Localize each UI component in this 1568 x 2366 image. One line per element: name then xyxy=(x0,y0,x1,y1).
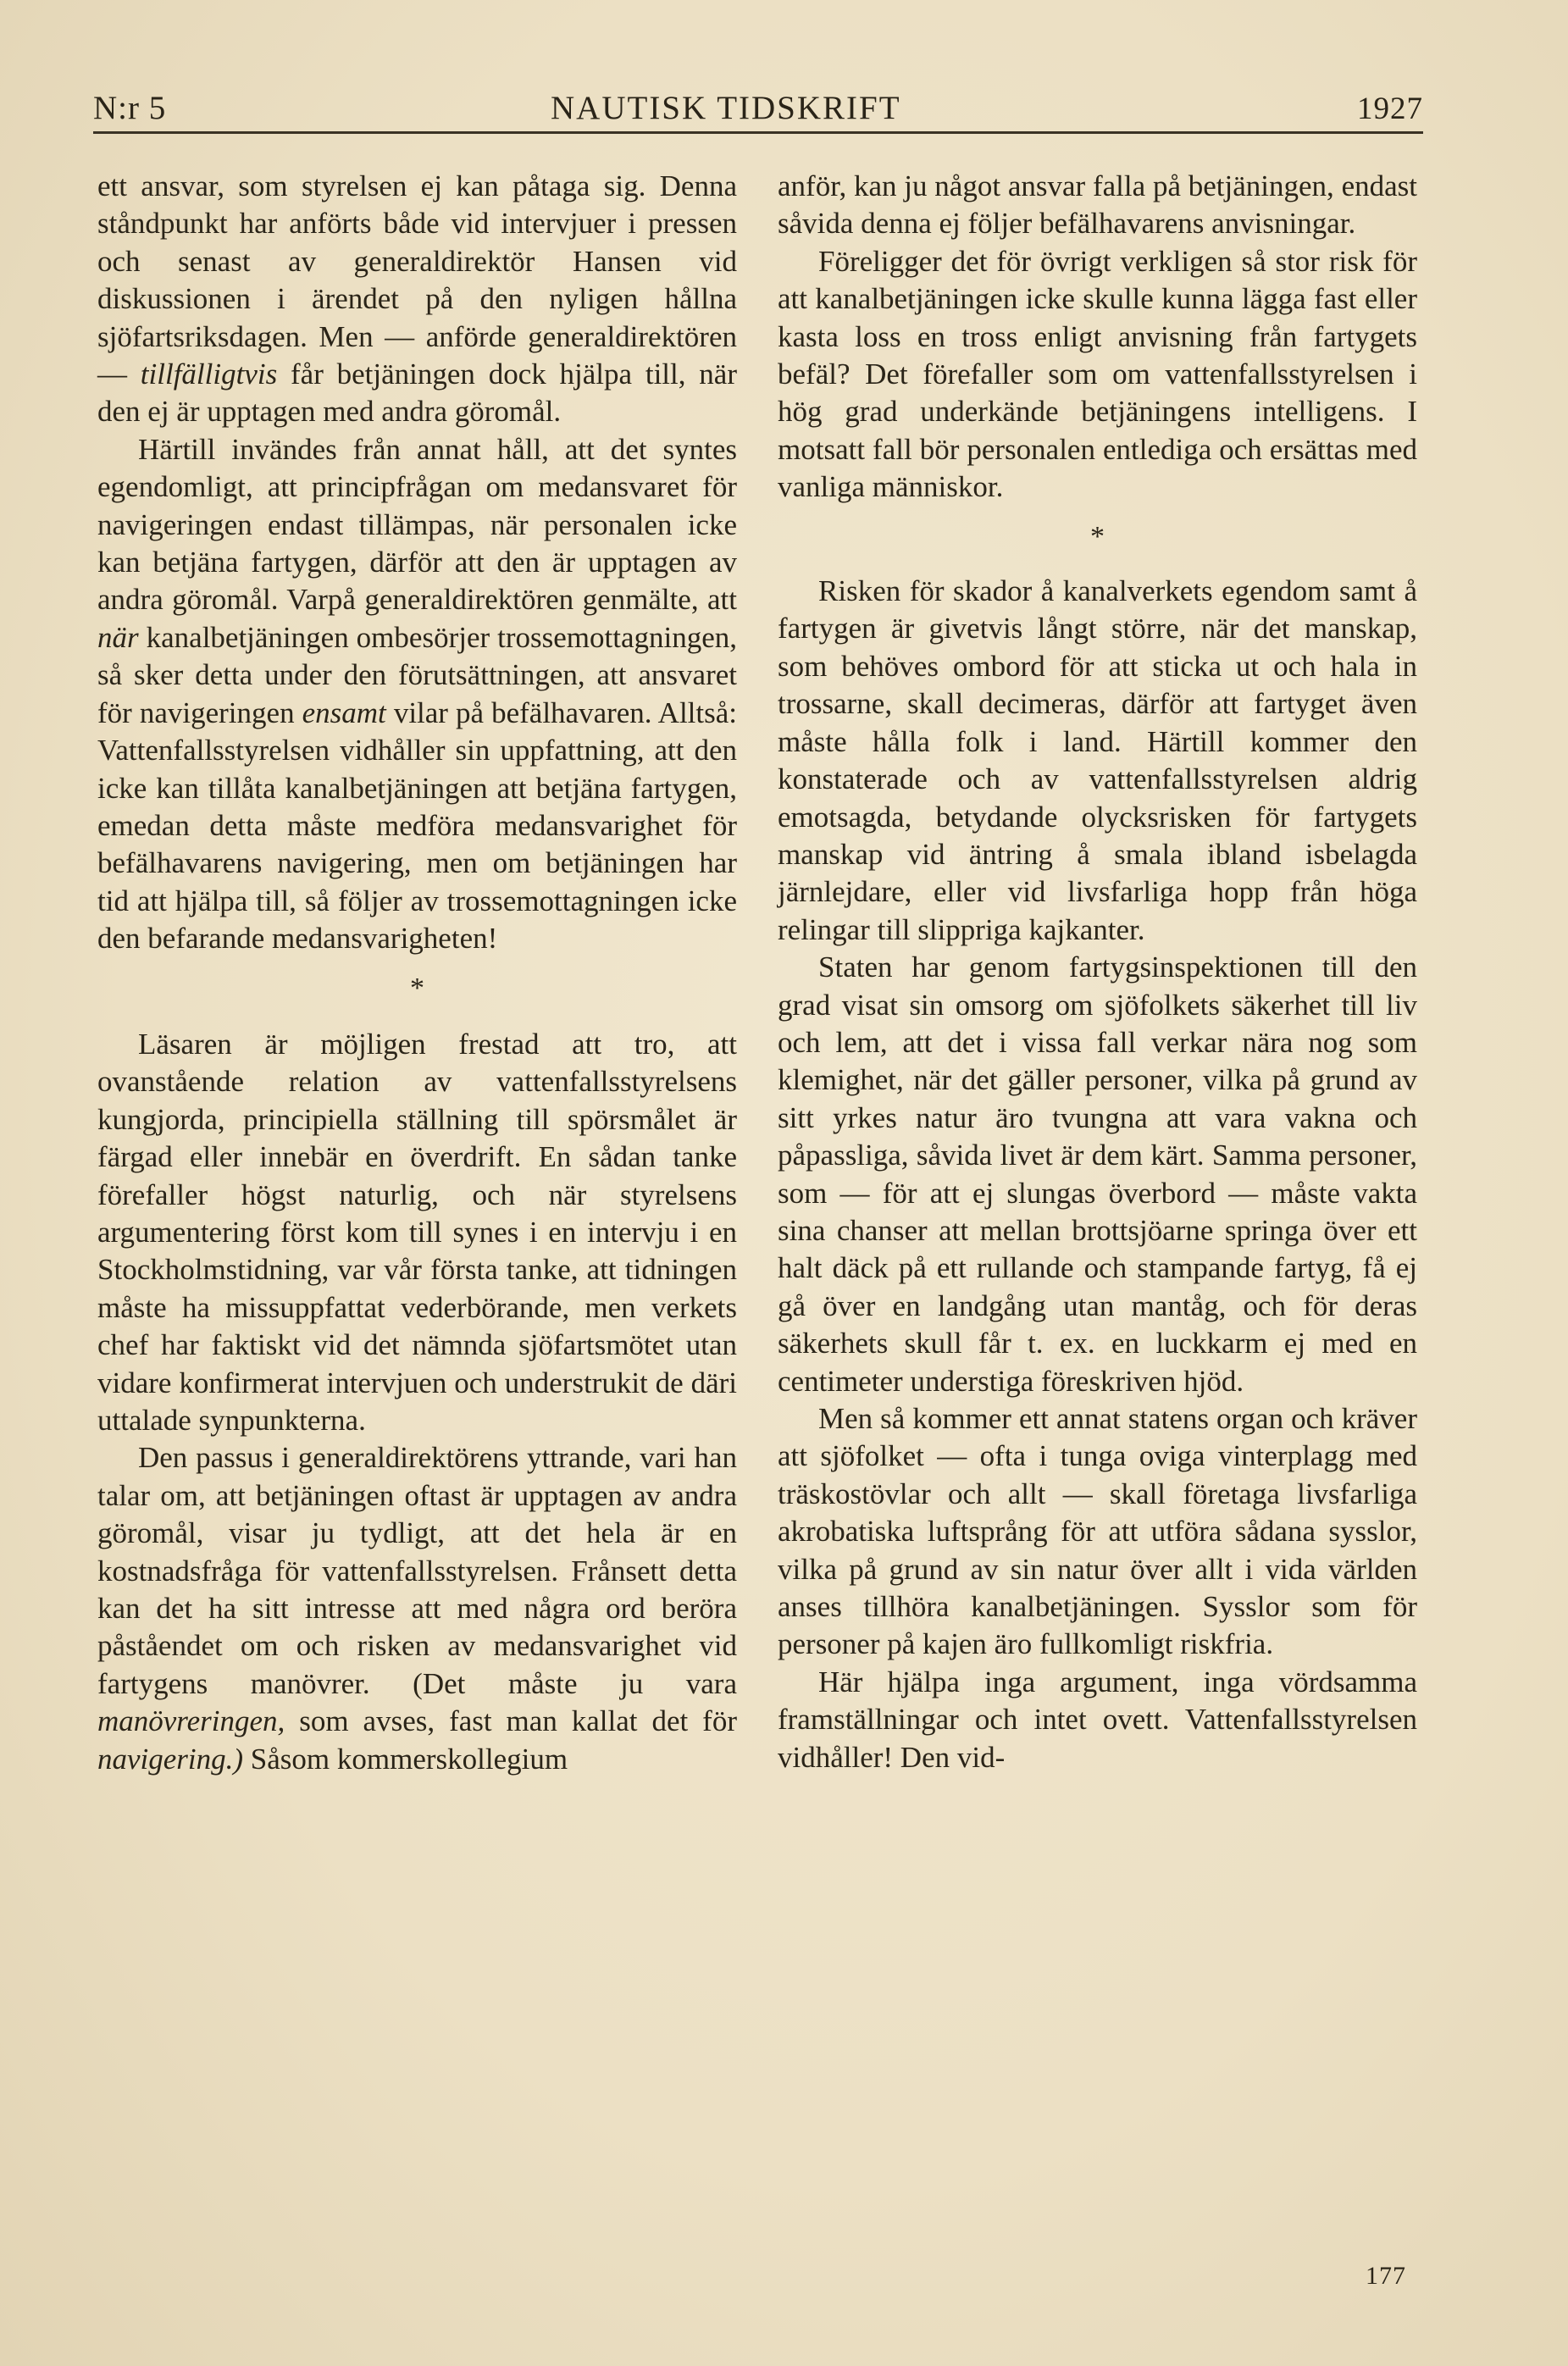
italic-text: manövreringen, xyxy=(97,1704,285,1738)
italic-text: när xyxy=(97,620,139,654)
issue-number: N:r 5 xyxy=(93,90,167,126)
left-column xyxy=(97,168,737,1778)
section-divider-asterisk: * xyxy=(410,972,424,1004)
year: 1927 xyxy=(1357,91,1423,126)
section-divider-asterisk: * xyxy=(1090,520,1105,552)
text-run: som avses, fast man kallat det för xyxy=(285,1704,737,1738)
italic-text: ensamt xyxy=(302,695,386,729)
paragraph xyxy=(97,168,737,431)
paragraph xyxy=(97,1439,737,1778)
text-run: vilar på befälhavaren. Alltså: Vattenfallsstyrelsen vidhåller sin uppfattning, att den icke kan tillåta kanalbetjäningen att betjäna fartygen, emedan detta måste medföra medansvarighet för befälhavarens navigering, men om betjäningen har tid att hjälpa till, så följer av trossemottagningen icke den befarande medansvarigheten! xyxy=(97,695,737,956)
text-run: ett ansvar, som styrelsen ej kan påtaga sig. Denna ståndpunkt har anförts både vid intervjuer i pressen och senast av generaldirektör Hansen vid diskussionen i ärendet på den nyligen hållna sjöfartsriksdagen. Men — anförde generaldirektören — xyxy=(97,169,737,391)
right-column xyxy=(778,168,1417,1776)
paragraph: anför, kan ju något ansvar falla på betjäningen, endast såvida denna ej följer befälhavarens anvisningar. xyxy=(778,169,1417,241)
journal-title: NAUTISK TIDSKRIFT xyxy=(551,90,901,126)
paragraph: Men så kommer ett annat statens organ och kräver att sjöfolket — ofta i tunga oviga vinterplagg med träskostövlar och allt — skall företaga livsfarliga akrobatiska luftsprång för att utföra sådana sysslor, vilka på grund av sin natur över allt i vida världen anses tillhöra kanalbetjäningen. Sysslor som för personer på kajen äro fullkomligt riskfria. xyxy=(778,1402,1417,1661)
paragraph: Risken för skador å kanalverkets egendom samt å fartygen är givetvis långt större, när det manskap, som behöves ombord för att sticka ut och hala in trossarne, skall decimeras, därför att fartyget även måste hålla folk i land. Härtill kommer den konstaterade och av vattenfallsstyrelsen aldrig emotsagda, betydande olycksrisken för fartygets manskap vid äntring å smala ibland isbelagda järnlejdare, eller vid livsfarliga hopp från höga relingar till slippriga kajkanter. xyxy=(778,574,1417,946)
text-run: Den passus i generaldirektörens yttrande, vari han talar om, att betjäningen oftast är upptagen av andra göromål, visar ju tydligt, att det hela är en kostnadsfråga för vattenfallsstyrelsen. Frånsett detta kan det ha sitt intresse att med några ord beröra påståendet om och risken av medansvarighet vid fartygens manövrer. (Det måste ju vara xyxy=(97,1441,737,1700)
running-header xyxy=(93,80,1423,131)
italic-text: tillfälligtvis xyxy=(140,357,278,391)
text-run: Såsom kommerskollegium xyxy=(243,1742,568,1776)
paragraph: Staten har genom fartygsinspektionen till den grad visat sin omsorg om sjöfolkets säkerhet till liv och lem, att det i vissa fall verkar nära nog som klemighet, när det gäller personer, vilka på grund av sitt yrkes natur äro tvungna att vara vakna och påpassliga, såvida livet är dem kärt. Samma personer, som — för att ej slungas överbord — måste vakta sina chanser att mellan brottsjöarne springa över ett halt däck på ett rullande och stampande fartyg, få ej gå över en landgång utan mantåg, och för deras säkerhets skull får t. ex. en luckkarm ej med en centimeter understiga föreskriven hjöd. xyxy=(778,950,1417,1398)
paragraph xyxy=(97,431,737,958)
paragraph: Här hjälpa inga argument, inga vördsamma framställningar och intet ovett. Vattenfallsstyrelsen vidhåller! Den vid- xyxy=(778,1665,1417,1774)
text-run: kanalbetjäningen ombesörjer trossemottagningen, så sker detta under den förutsättningen, att ansvaret för navigeringen xyxy=(97,620,737,729)
header-rule xyxy=(93,131,1423,134)
paragraph: Föreligger det för övrigt verkligen så stor risk för att kanalbetjäningen icke skulle kunna lägga fast eller kasta loss en tross enligt anvisning från fartygets befäl? Det förefaller som om vattenfallsstyrelsen i hög grad underkände betjäningens intelligens. I motsatt fall bör personalen entlediga och ersättas med vanliga människor. xyxy=(778,244,1417,504)
italic-text: navigering.) xyxy=(97,1742,244,1776)
text-run: Härtill invändes från annat håll, att det syntes egendomligt, att principfrågan om medansvaret för navigeringen endast tillämpas, när personalen icke kan betjäna fartygen, därför att den är upptagen av andra göromål. Varpå generaldirektören genmälte, att xyxy=(97,432,737,617)
paragraph: Läsaren är möjligen frestad att tro, att ovanstående relation av vattenfallsstyrelsens kungjorda, principiella ställning till spörsmålet är färgad eller innebär en överdrift. En sådan tanke förefaller högst naturlig, och när styrelsens argumentering först kom till synes i en intervju i en Stockholmstidning, var vår första tanke, att tidningen måste ha missuppfattat vederbörande, men verkets chef har faktiskt vid det nämnda sjöfartsmötet utan vidare konfirmerat intervjuen och understrukit de däri uttalade synpunkterna. xyxy=(97,1027,737,1437)
page-number: 177 xyxy=(1366,2262,1406,2290)
text-run: får betjäningen dock hjälpa till, när den ej är upptagen med andra göromål. xyxy=(97,357,737,429)
